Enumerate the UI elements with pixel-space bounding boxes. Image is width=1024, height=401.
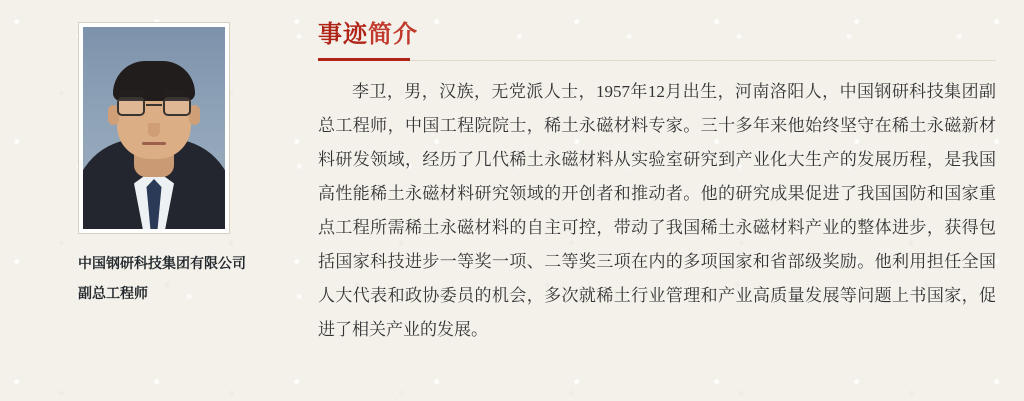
page-title-accent: 事迹 [318,21,368,48]
section-header [318,20,996,61]
portrait-frame [78,22,230,234]
profile-meta [78,252,248,304]
portrait-photo [83,27,225,229]
portrait-mouth [142,142,166,145]
profile-column [0,0,300,401]
glasses-icon [116,97,192,117]
glasses-lens-right [163,97,191,116]
biography-text: 李卫，男，汉族，无党派人士，1957年12月出生，河南洛阳人，中国钢研科技集团副总工程师，中国工程院院士，稀土永磁材料专家。三十多年来他始终坚守在稀土永磁新材料研发领域，经历了几代稀土永磁材料从实验室研究到产业化大生产的发展历程，是我国高性能稀土永磁材料研究领域的开创者和推动者。他的研究成果促进了我国国防和国家重点工程所需稀土永磁材料的自主可控，带动了我国稀土永磁材料产业的整体进步，获得包括国家科技进步一等奖一项、二等奖三项在内的多项国家和省部级奖励。他利用担任全国人大代表和政协委员的机会，多次就稀土行业管理和产业高质量发展等问题上书国家，促进了相关产业的发展。 [318,82,996,339]
profile-role: 副总工程师 [78,285,148,301]
glasses-bridge [146,104,162,106]
portrait-nose [148,123,160,137]
glasses-lens-left [117,97,145,116]
page-title [318,20,996,50]
content-column [300,0,1024,401]
portrait-hair [113,61,195,101]
page-title-rest: 简介 [368,21,418,48]
portrait-brow-left [121,91,145,95]
profile-organization: 中国钢研科技集团有限公司 [78,255,246,271]
title-underline [318,58,410,61]
portrait-brow-right [163,91,187,95]
